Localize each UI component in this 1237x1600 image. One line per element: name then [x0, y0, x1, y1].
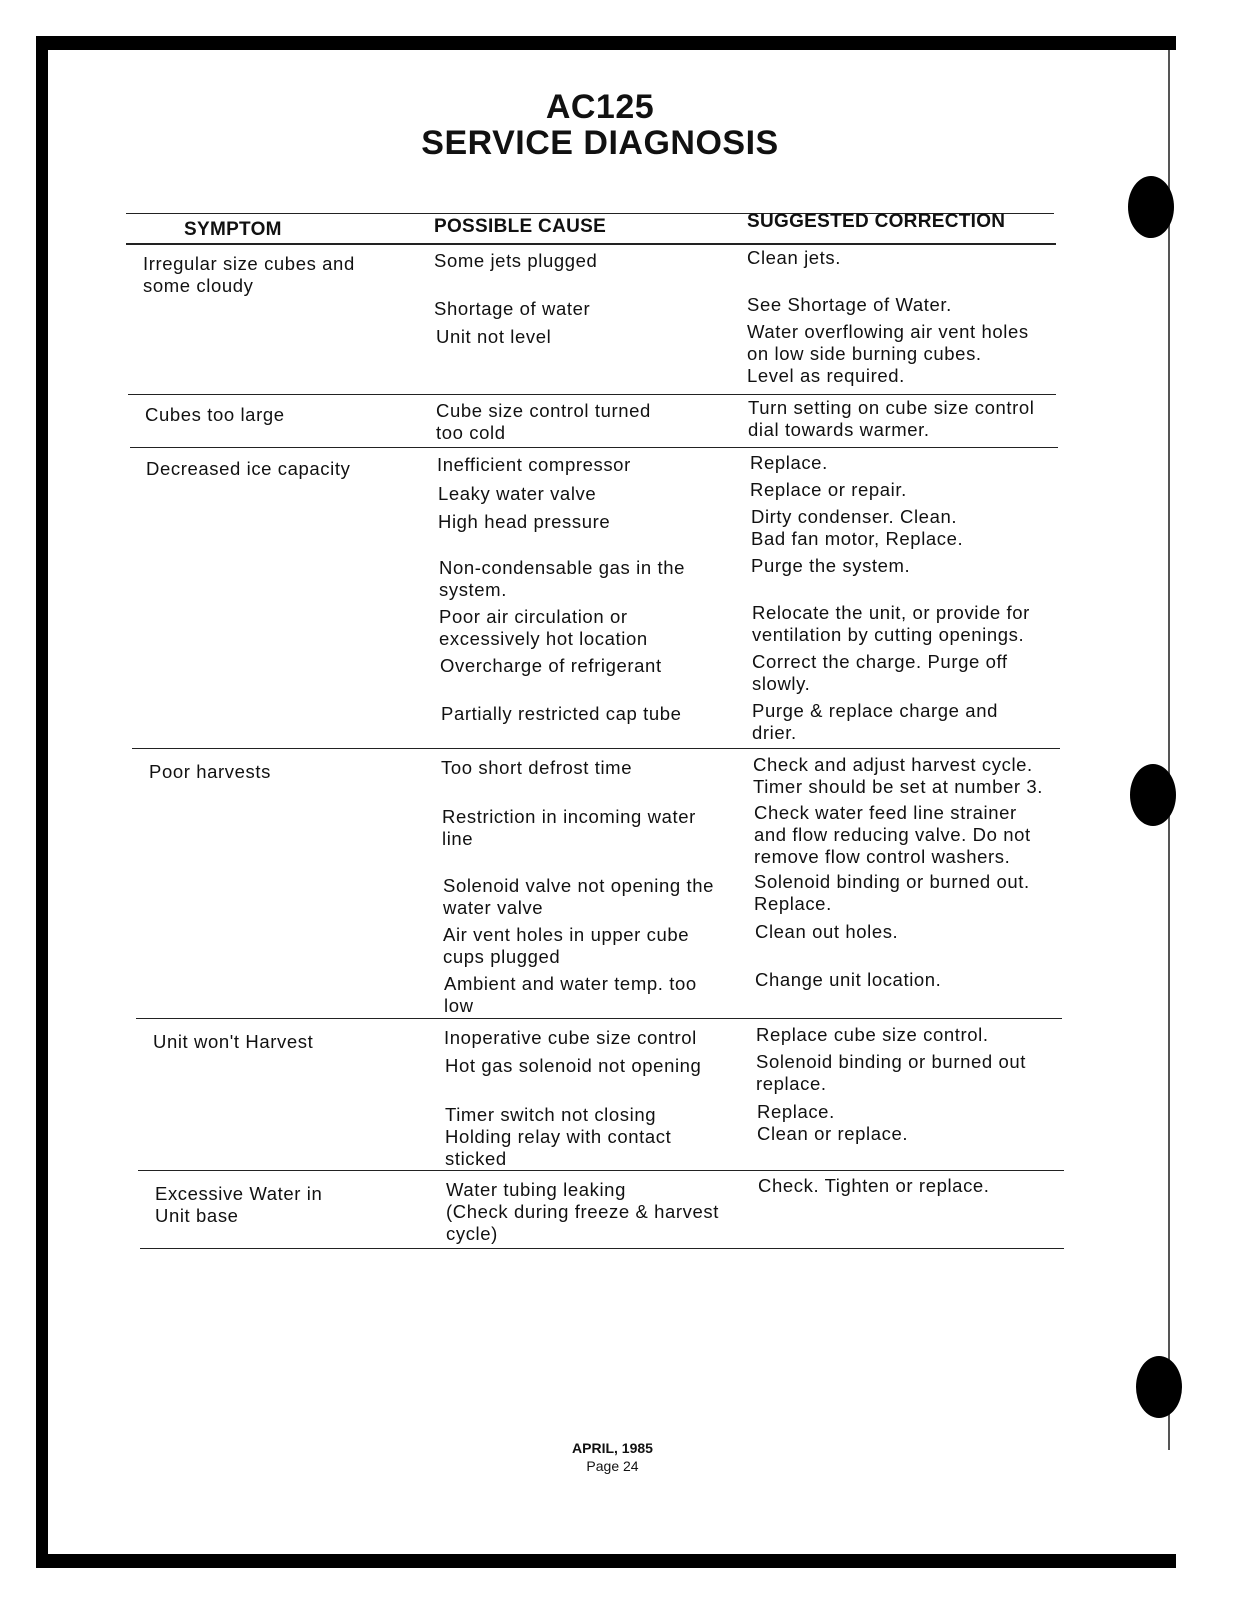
symptom-cell: Poor harvests: [149, 761, 271, 782]
correction-cell: Replace or repair.: [750, 479, 907, 500]
cause-cell: Inefficient compressor: [437, 454, 631, 475]
cause-cell: Ambient and water temp. too low: [444, 973, 697, 1016]
correction-cell: Check. Tighten or replace.: [758, 1175, 990, 1196]
correction-cell: Replace cube size control.: [756, 1024, 989, 1045]
row-divider: [128, 394, 1056, 395]
correction-cell: Turn setting on cube size control dial towards warmer.: [748, 397, 1035, 440]
cause-cell: Timer switch not closing Holding relay with contact sticked: [445, 1104, 672, 1169]
cause-cell: Hot gas solenoid not opening: [445, 1055, 702, 1076]
scan-border-bottom: [36, 1554, 1176, 1568]
correction-cell: Replace. Clean or replace.: [757, 1101, 909, 1144]
cause-cell: Shortage of water: [434, 298, 591, 319]
correction-cell: Purge & replace charge and drier.: [752, 700, 998, 743]
row-divider: [136, 1018, 1062, 1019]
correction-cell: Solenoid binding or burned out replace.: [756, 1051, 1026, 1094]
symptom-cell: Cubes too large: [145, 404, 285, 425]
punch-hole: [1128, 176, 1174, 238]
correction-cell: Clean out holes.: [755, 921, 899, 942]
cause-cell: Unit not level: [436, 326, 552, 347]
column-header-correction: SUGGESTED CORRECTION: [747, 211, 1006, 232]
cause-cell: Water tubing leaking (Check during freeze & harvest cycle): [446, 1179, 720, 1244]
cause-cell: Air vent holes in upper cube cups plugged: [443, 924, 690, 967]
header-bottom-rule: [126, 243, 1056, 245]
correction-cell: Relocate the unit, or provide for ventilation by cutting openings.: [752, 602, 1030, 645]
symptom-cell: Unit won't Harvest: [153, 1031, 314, 1052]
row-divider: [132, 748, 1060, 749]
document-title: SERVICE DIAGNOSIS: [421, 124, 779, 162]
document-title-model: AC125: [545, 88, 655, 126]
cause-cell: Non-condensable gas in the system.: [439, 557, 685, 600]
column-header-symptom: SYMPTOM: [184, 219, 282, 240]
correction-cell: Clean jets.: [747, 247, 842, 268]
punch-hole: [1130, 764, 1176, 826]
cause-cell: Overcharge of refrigerant: [440, 655, 662, 676]
symptom-cell: Excessive Water in Unit base: [155, 1183, 323, 1226]
correction-cell: Replace.: [750, 452, 828, 473]
cause-cell: High head pressure: [438, 511, 611, 532]
cause-cell: Too short defrost time: [441, 757, 633, 778]
cause-cell: Some jets plugged: [434, 250, 598, 271]
cause-cell: Restriction in incoming water line: [442, 806, 696, 849]
row-divider: [130, 447, 1058, 448]
correction-cell: Check water feed line strainer and flow reducing valve. Do not remove flow control washers.: [754, 802, 1031, 867]
correction-cell: Check and adjust harvest cycle. Timer should be set at number 3.: [753, 754, 1043, 797]
footer-date: APRIL, 1985: [572, 1440, 653, 1456]
correction-cell: Solenoid binding or burned out. Replace.: [754, 871, 1030, 914]
cause-cell: Partially restricted cap tube: [441, 703, 682, 724]
scan-border-left: [36, 36, 48, 1568]
scan-border-top: [36, 36, 1176, 50]
punch-hole: [1136, 1356, 1182, 1418]
correction-cell: Dirty condenser. Clean. Bad fan motor, Replace.: [751, 506, 964, 549]
symptom-cell: Decreased ice capacity: [146, 458, 351, 479]
correction-cell: See Shortage of Water.: [747, 294, 952, 315]
cause-cell: Poor air circulation or excessively hot location: [439, 606, 648, 649]
correction-cell: Change unit location.: [755, 969, 942, 990]
row-divider: [138, 1170, 1064, 1171]
table-bottom-rule: [140, 1248, 1064, 1249]
cause-cell: Solenoid valve not opening the water valve: [443, 875, 715, 918]
cause-cell: Leaky water valve: [438, 483, 597, 504]
symptom-cell: Irregular size cubes and some cloudy: [143, 253, 355, 296]
cause-cell: Inoperative cube size control: [444, 1027, 697, 1048]
column-header-cause: POSSIBLE CAUSE: [434, 216, 607, 237]
correction-cell: Purge the system.: [751, 555, 911, 576]
correction-cell: Water overflowing air vent holes on low side burning cubes. Level as required.: [747, 321, 1029, 386]
cause-cell: Cube size control turned too cold: [436, 400, 651, 443]
page-edge-right: [1168, 50, 1170, 1450]
footer-page-number: Page 24: [586, 1458, 639, 1474]
correction-cell: Correct the charge. Purge off slowly.: [752, 651, 1008, 694]
